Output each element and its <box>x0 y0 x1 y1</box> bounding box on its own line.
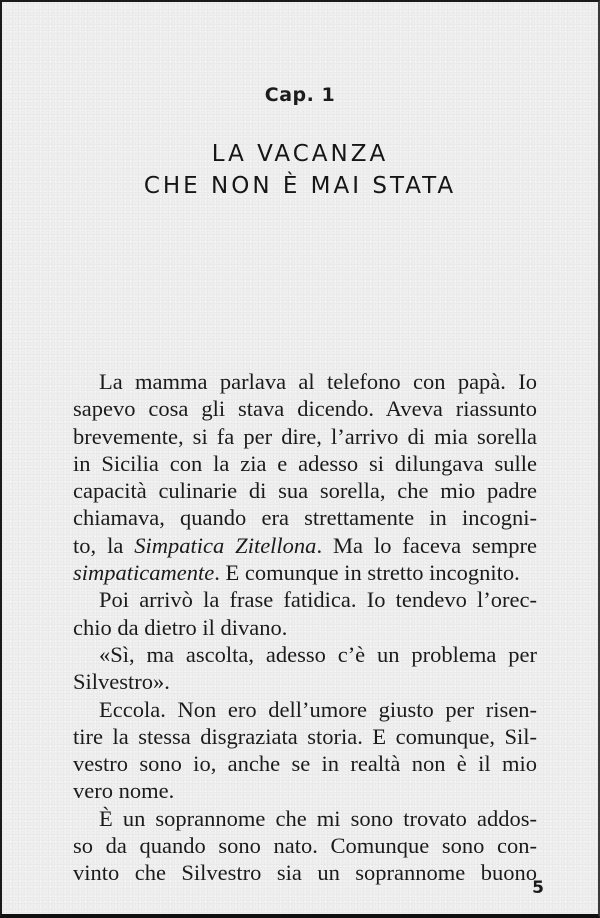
chapter-title <box>2 138 598 202</box>
text-line: «Sì, ma ascolta, adesso c’è un problema per <box>99 641 537 667</box>
text-line: La mamma parlava al telefono con papà. Io <box>99 369 537 394</box>
text-line <box>73 532 537 559</box>
text-line: brevemente, si fa per dire, l’arrivo di mia sorella <box>73 423 537 449</box>
italic-text: Simpatica Zitellona <box>134 532 317 558</box>
text-run: to, la <box>73 532 135 558</box>
text-run: . Ma lo faceva sempre <box>316 532 537 558</box>
text-line: Poi arrivò la frase fatidica. Io tendevo l’orec- <box>99 587 537 613</box>
text-line: vinto che Silvestro sia un soprannome buono <box>73 860 537 886</box>
text-line: Silvestro». <box>73 669 170 695</box>
chapter-number: Cap. 1 <box>264 84 336 106</box>
body-text <box>73 368 537 887</box>
italic-text: simpaticamente <box>73 560 215 586</box>
text-line: in Sicilia con la zia e adesso si dilungava sulle <box>73 450 537 476</box>
text-line: tire la stessa disgraziata storia. E comunque, Sil- <box>73 723 537 749</box>
text-run: . E comunque in stretto incognito. <box>214 560 520 586</box>
chapter-title-line-2: CHE NON È MAI STATA <box>143 173 457 199</box>
text-line: vestro sono io, anche se in realtà non è il mio <box>73 751 537 777</box>
chapter-title-line-1: LA VACANZA <box>211 141 389 167</box>
text-line: so da quando sono nato. Comunque sono con- <box>73 833 537 859</box>
text-line: chio da dietro il divano. <box>73 614 288 640</box>
text-line: sapevo cosa gli stava dicendo. Aveva riassunto <box>73 396 537 422</box>
text-line: vero nome. <box>73 778 175 804</box>
text-line: capacità culinarie di sua sorella, che mio padre <box>73 478 537 504</box>
text-line: È un soprannome che mi sono trovato addos- <box>99 805 537 831</box>
page-number: 5 <box>532 878 544 898</box>
text-line: Eccola. Non ero dell’umore giusto per risen- <box>99 696 537 722</box>
text-line <box>73 559 537 586</box>
text-line: chiamava, quando era strettamente in incogni- <box>73 505 537 531</box>
